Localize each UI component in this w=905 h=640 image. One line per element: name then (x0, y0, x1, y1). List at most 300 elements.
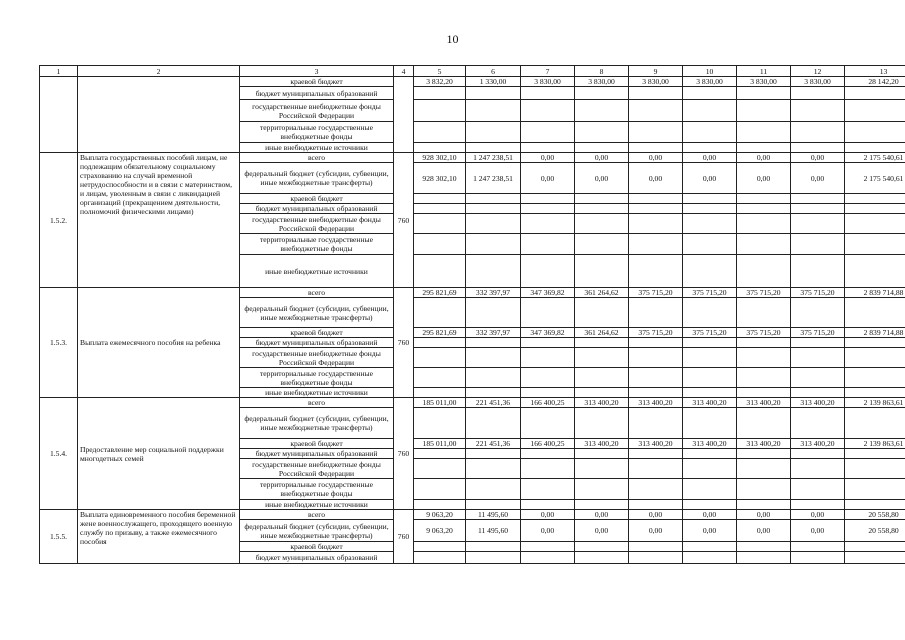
value-cell (414, 348, 466, 368)
value-cell: 0,00 (521, 163, 575, 194)
value-cell (466, 368, 521, 388)
value-cell (737, 255, 791, 288)
header-cell: 11 (737, 66, 791, 77)
value-cell (466, 552, 521, 564)
value-cell (466, 388, 521, 398)
funding-source: бюджет муниципальных образований (240, 338, 394, 348)
value-cell (629, 368, 683, 388)
funding-source: государственные внебюджетные фонды Российской Федерации (240, 348, 394, 368)
value-cell (521, 194, 575, 204)
funding-source: всего (240, 288, 394, 298)
value-cell (791, 204, 845, 214)
value-cell (629, 408, 683, 439)
value-cell (414, 552, 466, 564)
value-cell (629, 338, 683, 348)
value-cell: 0,00 (737, 153, 791, 163)
value-cell: 313 400,20 (575, 398, 629, 408)
header-row (40, 66, 905, 77)
section-number: 1.5.5. (40, 510, 78, 564)
value-cell (521, 552, 575, 564)
value-cell (466, 542, 521, 552)
value-cell (845, 449, 905, 459)
value-cell (737, 479, 791, 500)
value-cell (414, 368, 466, 388)
value-cell (845, 298, 905, 328)
value-cell (845, 214, 905, 234)
value-cell (414, 449, 466, 459)
value-cell: 313 400,20 (629, 398, 683, 408)
value-cell (683, 368, 737, 388)
value-cell: 166 400,25 (521, 398, 575, 408)
value-cell (575, 368, 629, 388)
value-cell: 928 302,10 (414, 163, 466, 194)
value-cell (791, 100, 845, 122)
value-cell (414, 500, 466, 510)
value-cell (521, 348, 575, 368)
header-cell: 10 (683, 66, 737, 77)
value-cell (737, 552, 791, 564)
value-cell (683, 388, 737, 398)
value-cell (791, 348, 845, 368)
value-cell (521, 100, 575, 122)
funding-source: краевой бюджет (240, 77, 394, 87)
value-cell: 332 397,97 (466, 288, 521, 298)
value-cell (466, 100, 521, 122)
value-cell: 0,00 (791, 163, 845, 194)
value-cell: 0,00 (737, 510, 791, 520)
value-cell (414, 234, 466, 255)
value-cell: 0,00 (683, 520, 737, 542)
table-row (40, 398, 905, 408)
value-cell (466, 122, 521, 143)
value-cell: 0,00 (575, 520, 629, 542)
value-cell (521, 204, 575, 214)
value-cell (466, 500, 521, 510)
value-cell: 0,00 (521, 520, 575, 542)
value-cell: 2 839 714,88 (845, 288, 905, 298)
value-cell: 11 495,60 (466, 520, 521, 542)
value-cell: 375 715,20 (683, 288, 737, 298)
value-cell: 1 330,00 (466, 77, 521, 87)
value-cell (466, 194, 521, 204)
section-name (78, 77, 240, 153)
value-cell (791, 298, 845, 328)
value-cell (629, 459, 683, 479)
value-cell (466, 234, 521, 255)
value-cell (845, 100, 905, 122)
value-cell (521, 87, 575, 100)
value-cell (575, 298, 629, 328)
value-cell: 221 451,36 (466, 439, 521, 449)
value-cell (683, 459, 737, 479)
value-cell (845, 143, 905, 153)
value-cell (575, 348, 629, 368)
value-cell: 9 063,20 (414, 510, 466, 520)
table-row (40, 77, 905, 87)
funding-source: краевой бюджет (240, 439, 394, 449)
section-name: Выплата государственных пособий лицам, не подлежащим обязательному социальному страхованию на случай временной нетрудоспособности и в связи с материнством, и лицам, уволенным в связи с ликвидацией организаций (прекращением деятельности, полномочий физическими лицами) (78, 153, 240, 288)
value-cell: 313 400,20 (737, 439, 791, 449)
budget-table-wrapper (39, 65, 904, 564)
value-cell: 2 175 540,61 (845, 163, 905, 194)
value-cell (845, 87, 905, 100)
value-cell (629, 500, 683, 510)
value-cell: 3 832,20 (414, 77, 466, 87)
value-cell (683, 298, 737, 328)
value-cell: 347 369,82 (521, 328, 575, 338)
value-cell (629, 122, 683, 143)
value-cell (414, 214, 466, 234)
funding-source: иные внебюджетные источники (240, 143, 394, 153)
value-cell (629, 449, 683, 459)
value-cell (414, 388, 466, 398)
value-cell (466, 479, 521, 500)
value-cell: 347 369,82 (521, 288, 575, 298)
funding-source: иные внебюджетные источники (240, 388, 394, 398)
section-number (40, 77, 78, 153)
funding-source: всего (240, 153, 394, 163)
value-cell (791, 542, 845, 552)
value-cell (791, 459, 845, 479)
value-cell: 295 821,69 (414, 288, 466, 298)
value-cell (575, 204, 629, 214)
section-name: Выплата единовременного пособия беременной жене военнослужащего, проходящего военную службу по призыву, а также ежемесячного пособия (78, 510, 240, 564)
value-cell (845, 194, 905, 204)
value-cell (791, 479, 845, 500)
value-cell: 9 063,20 (414, 520, 466, 542)
value-cell (629, 87, 683, 100)
value-cell (737, 459, 791, 479)
code-cell: 760 (394, 153, 414, 288)
value-cell: 0,00 (791, 520, 845, 542)
value-cell (737, 338, 791, 348)
value-cell: 0,00 (575, 153, 629, 163)
value-cell: 313 400,20 (791, 439, 845, 449)
value-cell: 0,00 (521, 510, 575, 520)
value-cell (683, 234, 737, 255)
value-cell (629, 298, 683, 328)
value-cell: 0,00 (629, 163, 683, 194)
value-cell: 0,00 (791, 153, 845, 163)
funding-source: иные внебюджетные источники (240, 255, 394, 288)
header-cell: 2 (78, 66, 240, 77)
value-cell: 3 830,00 (737, 77, 791, 87)
table-row (40, 510, 905, 520)
value-cell: 0,00 (683, 510, 737, 520)
value-cell: 375 715,20 (629, 288, 683, 298)
value-cell (845, 542, 905, 552)
value-cell (845, 234, 905, 255)
section-name: Предоставление мер социальной поддержки многодетных семей (78, 398, 240, 510)
value-cell (791, 214, 845, 234)
section-name: Выплата ежемесячного пособия на ребенка (78, 288, 240, 398)
value-cell (791, 143, 845, 153)
value-cell (575, 500, 629, 510)
value-cell (683, 214, 737, 234)
value-cell (737, 234, 791, 255)
value-cell: 2 139 863,61 (845, 439, 905, 449)
table-row (40, 153, 905, 163)
value-cell: 0,00 (683, 153, 737, 163)
value-cell: 185 011,00 (414, 398, 466, 408)
header-cell: 1 (40, 66, 78, 77)
value-cell (737, 100, 791, 122)
value-cell (737, 298, 791, 328)
value-cell (845, 338, 905, 348)
value-cell: 375 715,20 (791, 288, 845, 298)
value-cell (466, 338, 521, 348)
value-cell (845, 204, 905, 214)
value-cell: 3 830,00 (791, 77, 845, 87)
value-cell (791, 255, 845, 288)
value-cell (575, 143, 629, 153)
funding-source: бюджет муниципальных образований (240, 449, 394, 459)
value-cell (683, 552, 737, 564)
value-cell: 20 558,80 (845, 510, 905, 520)
value-cell (683, 100, 737, 122)
value-cell (521, 408, 575, 439)
value-cell (629, 214, 683, 234)
value-cell: 2 839 714,88 (845, 328, 905, 338)
value-cell (521, 298, 575, 328)
value-cell (575, 338, 629, 348)
value-cell (791, 122, 845, 143)
value-cell: 295 821,69 (414, 328, 466, 338)
value-cell (521, 500, 575, 510)
value-cell: 0,00 (683, 163, 737, 194)
value-cell (737, 368, 791, 388)
value-cell (737, 348, 791, 368)
value-cell (791, 408, 845, 439)
value-cell (629, 194, 683, 204)
value-cell (466, 87, 521, 100)
value-cell (414, 479, 466, 500)
value-cell (521, 368, 575, 388)
value-cell: 0,00 (737, 520, 791, 542)
value-cell: 313 400,20 (629, 439, 683, 449)
value-cell (845, 408, 905, 439)
value-cell (683, 122, 737, 143)
section-number: 1.5.3. (40, 288, 78, 398)
value-cell (575, 122, 629, 143)
value-cell (521, 388, 575, 398)
value-cell (845, 552, 905, 564)
page-number: 10 (446, 32, 459, 46)
header-cell: 3 (240, 66, 394, 77)
value-cell (575, 255, 629, 288)
header-cell: 5 (414, 66, 466, 77)
funding-source: федеральный бюджет (субсидии, субвенции, иные межбюджетные трансферты) (240, 298, 394, 328)
value-cell: 166 400,25 (521, 439, 575, 449)
value-cell (575, 234, 629, 255)
value-cell (737, 214, 791, 234)
value-cell (845, 479, 905, 500)
value-cell (629, 143, 683, 153)
value-cell (466, 408, 521, 439)
value-cell: 1 247 238,51 (466, 153, 521, 163)
value-cell (629, 542, 683, 552)
value-cell (575, 87, 629, 100)
value-cell (683, 143, 737, 153)
funding-source: краевой бюджет (240, 542, 394, 552)
header-cell: 12 (791, 66, 845, 77)
value-cell (629, 204, 683, 214)
value-cell (791, 368, 845, 388)
value-cell: 313 400,20 (575, 439, 629, 449)
value-cell: 0,00 (737, 163, 791, 194)
value-cell (791, 388, 845, 398)
value-cell: 313 400,20 (737, 398, 791, 408)
funding-source: территориальные государственные внебюджетные фонды (240, 368, 394, 388)
funding-source: краевой бюджет (240, 194, 394, 204)
value-cell (414, 255, 466, 288)
value-cell (683, 348, 737, 368)
header-cell: 9 (629, 66, 683, 77)
header-cell: 13 (845, 66, 905, 77)
funding-source: федеральный бюджет (субсидии, субвенции, иные межбюджетные трансферты) (240, 163, 394, 194)
value-cell (575, 194, 629, 204)
value-cell (737, 204, 791, 214)
value-cell (845, 255, 905, 288)
code-cell: 760 (394, 510, 414, 564)
section-number: 1.5.4. (40, 398, 78, 510)
header-cell: 8 (575, 66, 629, 77)
value-cell (414, 298, 466, 328)
value-cell: 3 830,00 (575, 77, 629, 87)
funding-source: бюджет муниципальных образований (240, 204, 394, 214)
header-cell: 7 (521, 66, 575, 77)
funding-source: всего (240, 510, 394, 520)
funding-source: бюджет муниципальных образований (240, 552, 394, 564)
value-cell (466, 298, 521, 328)
value-cell (737, 542, 791, 552)
value-cell (683, 194, 737, 204)
value-cell (575, 408, 629, 439)
value-cell: 313 400,20 (683, 398, 737, 408)
value-cell (845, 388, 905, 398)
funding-source: краевой бюджет (240, 328, 394, 338)
value-cell: 375 715,20 (737, 328, 791, 338)
value-cell (791, 194, 845, 204)
value-cell: 28 142,20 (845, 77, 905, 87)
table-body (40, 66, 905, 564)
funding-source: иные внебюджетные источники (240, 500, 394, 510)
section-number: 1.5.2. (40, 153, 78, 288)
value-cell (575, 542, 629, 552)
value-cell (683, 255, 737, 288)
value-cell (466, 348, 521, 368)
value-cell (845, 459, 905, 479)
value-cell: 0,00 (575, 163, 629, 194)
value-cell (521, 143, 575, 153)
value-cell (629, 255, 683, 288)
value-cell: 1 247 238,51 (466, 163, 521, 194)
funding-source: государственные внебюджетные фонды Российской Федерации (240, 214, 394, 234)
value-cell (683, 87, 737, 100)
value-cell: 2 175 540,61 (845, 153, 905, 163)
value-cell (683, 408, 737, 439)
value-cell (845, 122, 905, 143)
value-cell (629, 479, 683, 500)
value-cell (737, 143, 791, 153)
value-cell (466, 459, 521, 479)
value-cell (466, 255, 521, 288)
value-cell (414, 204, 466, 214)
value-cell (575, 449, 629, 459)
value-cell (791, 500, 845, 510)
value-cell (737, 408, 791, 439)
value-cell: 3 830,00 (629, 77, 683, 87)
value-cell: 0,00 (791, 510, 845, 520)
value-cell: 361 264,62 (575, 328, 629, 338)
value-cell: 20 558,80 (845, 520, 905, 542)
value-cell (737, 388, 791, 398)
value-cell (521, 234, 575, 255)
value-cell (629, 100, 683, 122)
value-cell: 375 715,20 (629, 328, 683, 338)
code-cell (394, 77, 414, 153)
value-cell (629, 552, 683, 564)
value-cell: 375 715,20 (791, 328, 845, 338)
value-cell (845, 348, 905, 368)
value-cell (466, 204, 521, 214)
funding-source: территориальные государственные внебюджетные фонды (240, 234, 394, 255)
value-cell (414, 194, 466, 204)
funding-source: территориальные государственные внебюджетные фонды (240, 479, 394, 500)
funding-source: всего (240, 398, 394, 408)
value-cell (466, 214, 521, 234)
value-cell: 0,00 (629, 510, 683, 520)
value-cell (414, 542, 466, 552)
value-cell (737, 449, 791, 459)
table-row (40, 288, 905, 298)
value-cell (414, 87, 466, 100)
funding-source: бюджет муниципальных образований (240, 87, 394, 100)
value-cell: 2 139 863,61 (845, 398, 905, 408)
value-cell: 0,00 (521, 153, 575, 163)
value-cell: 361 264,62 (575, 288, 629, 298)
value-cell (521, 255, 575, 288)
value-cell (414, 408, 466, 439)
budget-table (39, 65, 905, 564)
value-cell (414, 143, 466, 153)
funding-source: государственные внебюджетные фонды Российской Федерации (240, 459, 394, 479)
value-cell: 0,00 (575, 510, 629, 520)
value-cell (521, 338, 575, 348)
value-cell (521, 542, 575, 552)
value-cell (575, 100, 629, 122)
value-cell (521, 214, 575, 234)
value-cell (575, 479, 629, 500)
value-cell (737, 500, 791, 510)
value-cell (845, 368, 905, 388)
value-cell: 3 830,00 (683, 77, 737, 87)
value-cell: 375 715,20 (683, 328, 737, 338)
value-cell (737, 122, 791, 143)
value-cell (521, 479, 575, 500)
value-cell (521, 449, 575, 459)
value-cell: 313 400,20 (683, 439, 737, 449)
code-cell: 760 (394, 398, 414, 510)
value-cell (683, 479, 737, 500)
value-cell: 375 715,20 (737, 288, 791, 298)
code-cell: 760 (394, 288, 414, 398)
value-cell (683, 500, 737, 510)
value-cell (629, 348, 683, 368)
value-cell (575, 459, 629, 479)
value-cell (791, 338, 845, 348)
value-cell: 928 302,10 (414, 153, 466, 163)
